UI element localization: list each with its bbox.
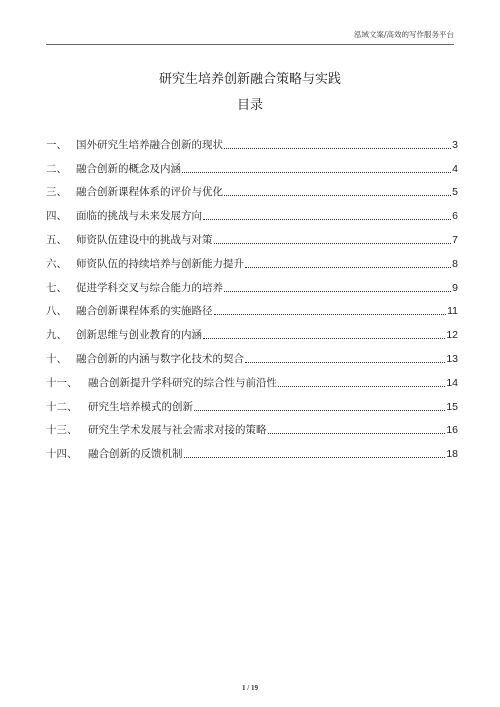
- toc-entry-page: 16: [446, 424, 458, 437]
- toc-entry-label: 师资队伍建设中的挑战与对策: [76, 233, 213, 246]
- toc-dot-leader: [203, 337, 445, 339]
- toc-entry-number: 八、: [46, 305, 67, 318]
- toc-entry-page: 15: [446, 400, 458, 413]
- toc-entry[interactable]: [46, 223, 458, 247]
- table-of-contents: [46, 128, 458, 461]
- toc-entry-number: 一、: [46, 138, 67, 151]
- toc-entry[interactable]: [46, 128, 458, 152]
- toc-entry[interactable]: [46, 437, 458, 461]
- toc-entry[interactable]: [46, 318, 458, 342]
- toc-entry-label: 融合创新课程体系的评价与优化: [76, 186, 223, 199]
- toc-entry[interactable]: [46, 342, 458, 366]
- toc-entry-page: 11: [447, 305, 458, 318]
- toc-entry-number: 四、: [46, 210, 67, 223]
- toc-dot-leader: [224, 194, 451, 196]
- page-header: [46, 30, 454, 45]
- toc-entry-number: 七、: [46, 281, 67, 294]
- toc-entry-label: 融合创新课程体系的实施路径: [76, 305, 213, 318]
- toc-entry-page: 9: [452, 281, 458, 294]
- toc-entry[interactable]: [46, 414, 458, 438]
- toc-entry-number: 十一、: [46, 376, 78, 389]
- toc-dot-leader: [278, 385, 445, 387]
- toc-entry[interactable]: [46, 390, 458, 414]
- toc-dot-leader: [194, 409, 445, 411]
- toc-entry-page: 12: [446, 329, 458, 342]
- toc-entry-label: 面临的挑战与未来发展方向: [76, 210, 202, 223]
- toc-entry-label: 融合创新提升学科研究的综合性与前沿性: [88, 376, 277, 389]
- toc-entry-label: 促进学科交叉与综合能力的培养: [76, 281, 223, 294]
- toc-entry-page: 5: [452, 186, 458, 199]
- toc-entry[interactable]: [46, 199, 458, 223]
- toc-entry[interactable]: [46, 366, 458, 390]
- toc-entry-number: 十二、: [46, 400, 78, 413]
- toc-entry-label: 创新思维与创业教育的内涵: [76, 329, 202, 342]
- page-number: 1 / 19: [242, 684, 258, 692]
- toc-dot-leader: [245, 361, 445, 363]
- toc-entry-page: 18: [446, 448, 458, 461]
- toc-dot-leader: [214, 242, 452, 244]
- toc-entry-number: 九、: [46, 329, 67, 342]
- toc-entry-label: 国外研究生培养融合创新的现状: [76, 138, 223, 151]
- toc-dot-leader: [268, 432, 446, 434]
- toc-entry[interactable]: [46, 295, 458, 319]
- toc-entry-number: 二、: [46, 162, 67, 175]
- toc-entry-page: 7: [452, 233, 458, 246]
- toc-entry-label: 师资队伍的持续培养与创新能力提升: [76, 257, 244, 270]
- toc-dot-leader: [245, 266, 451, 268]
- header-text: 泓域文案/高效的写作服务平台: [353, 30, 454, 39]
- toc-entry-page: 13: [446, 352, 458, 365]
- toc-entry[interactable]: [46, 152, 458, 176]
- toc-entry-label: 研究生学术发展与社会需求对接的策略: [88, 424, 267, 437]
- toc-entry-label: 融合创新的概念及内涵: [76, 162, 181, 175]
- toc-entry-label: 融合创新的内涵与数字化技术的契合: [76, 352, 244, 365]
- toc-entry-page: 14: [446, 376, 458, 389]
- toc-entry-page: 4: [452, 162, 458, 175]
- toc-entry[interactable]: [46, 271, 458, 295]
- toc-heading: 目录: [236, 98, 263, 113]
- toc-entry-number: 三、: [46, 186, 67, 199]
- toc-entry[interactable]: [46, 247, 458, 271]
- toc-entry-page: 8: [452, 257, 458, 270]
- document-title: 研究生培养创新融合策略与实践: [158, 72, 341, 87]
- toc-entry-label: 融合创新的反馈机制: [88, 448, 183, 461]
- toc-entry-number: 十、: [46, 352, 67, 365]
- toc-entry-number: 六、: [46, 257, 67, 270]
- toc-dot-leader: [182, 171, 451, 173]
- toc-dot-leader: [224, 290, 451, 292]
- toc-entry-number: 五、: [46, 233, 67, 246]
- toc-entry-number: 十三、: [46, 424, 78, 437]
- toc-dot-leader: [203, 218, 451, 220]
- toc-entry-page: 6: [452, 210, 458, 223]
- toc-entry-label: 研究生培养模式的创新: [88, 400, 193, 413]
- toc-entry[interactable]: [46, 176, 458, 200]
- toc-dot-leader: [184, 456, 446, 458]
- toc-dot-leader: [224, 147, 451, 149]
- toc-dot-leader: [214, 313, 447, 315]
- toc-entry-number: 十四、: [46, 448, 78, 461]
- toc-entry-page: 3: [452, 138, 458, 151]
